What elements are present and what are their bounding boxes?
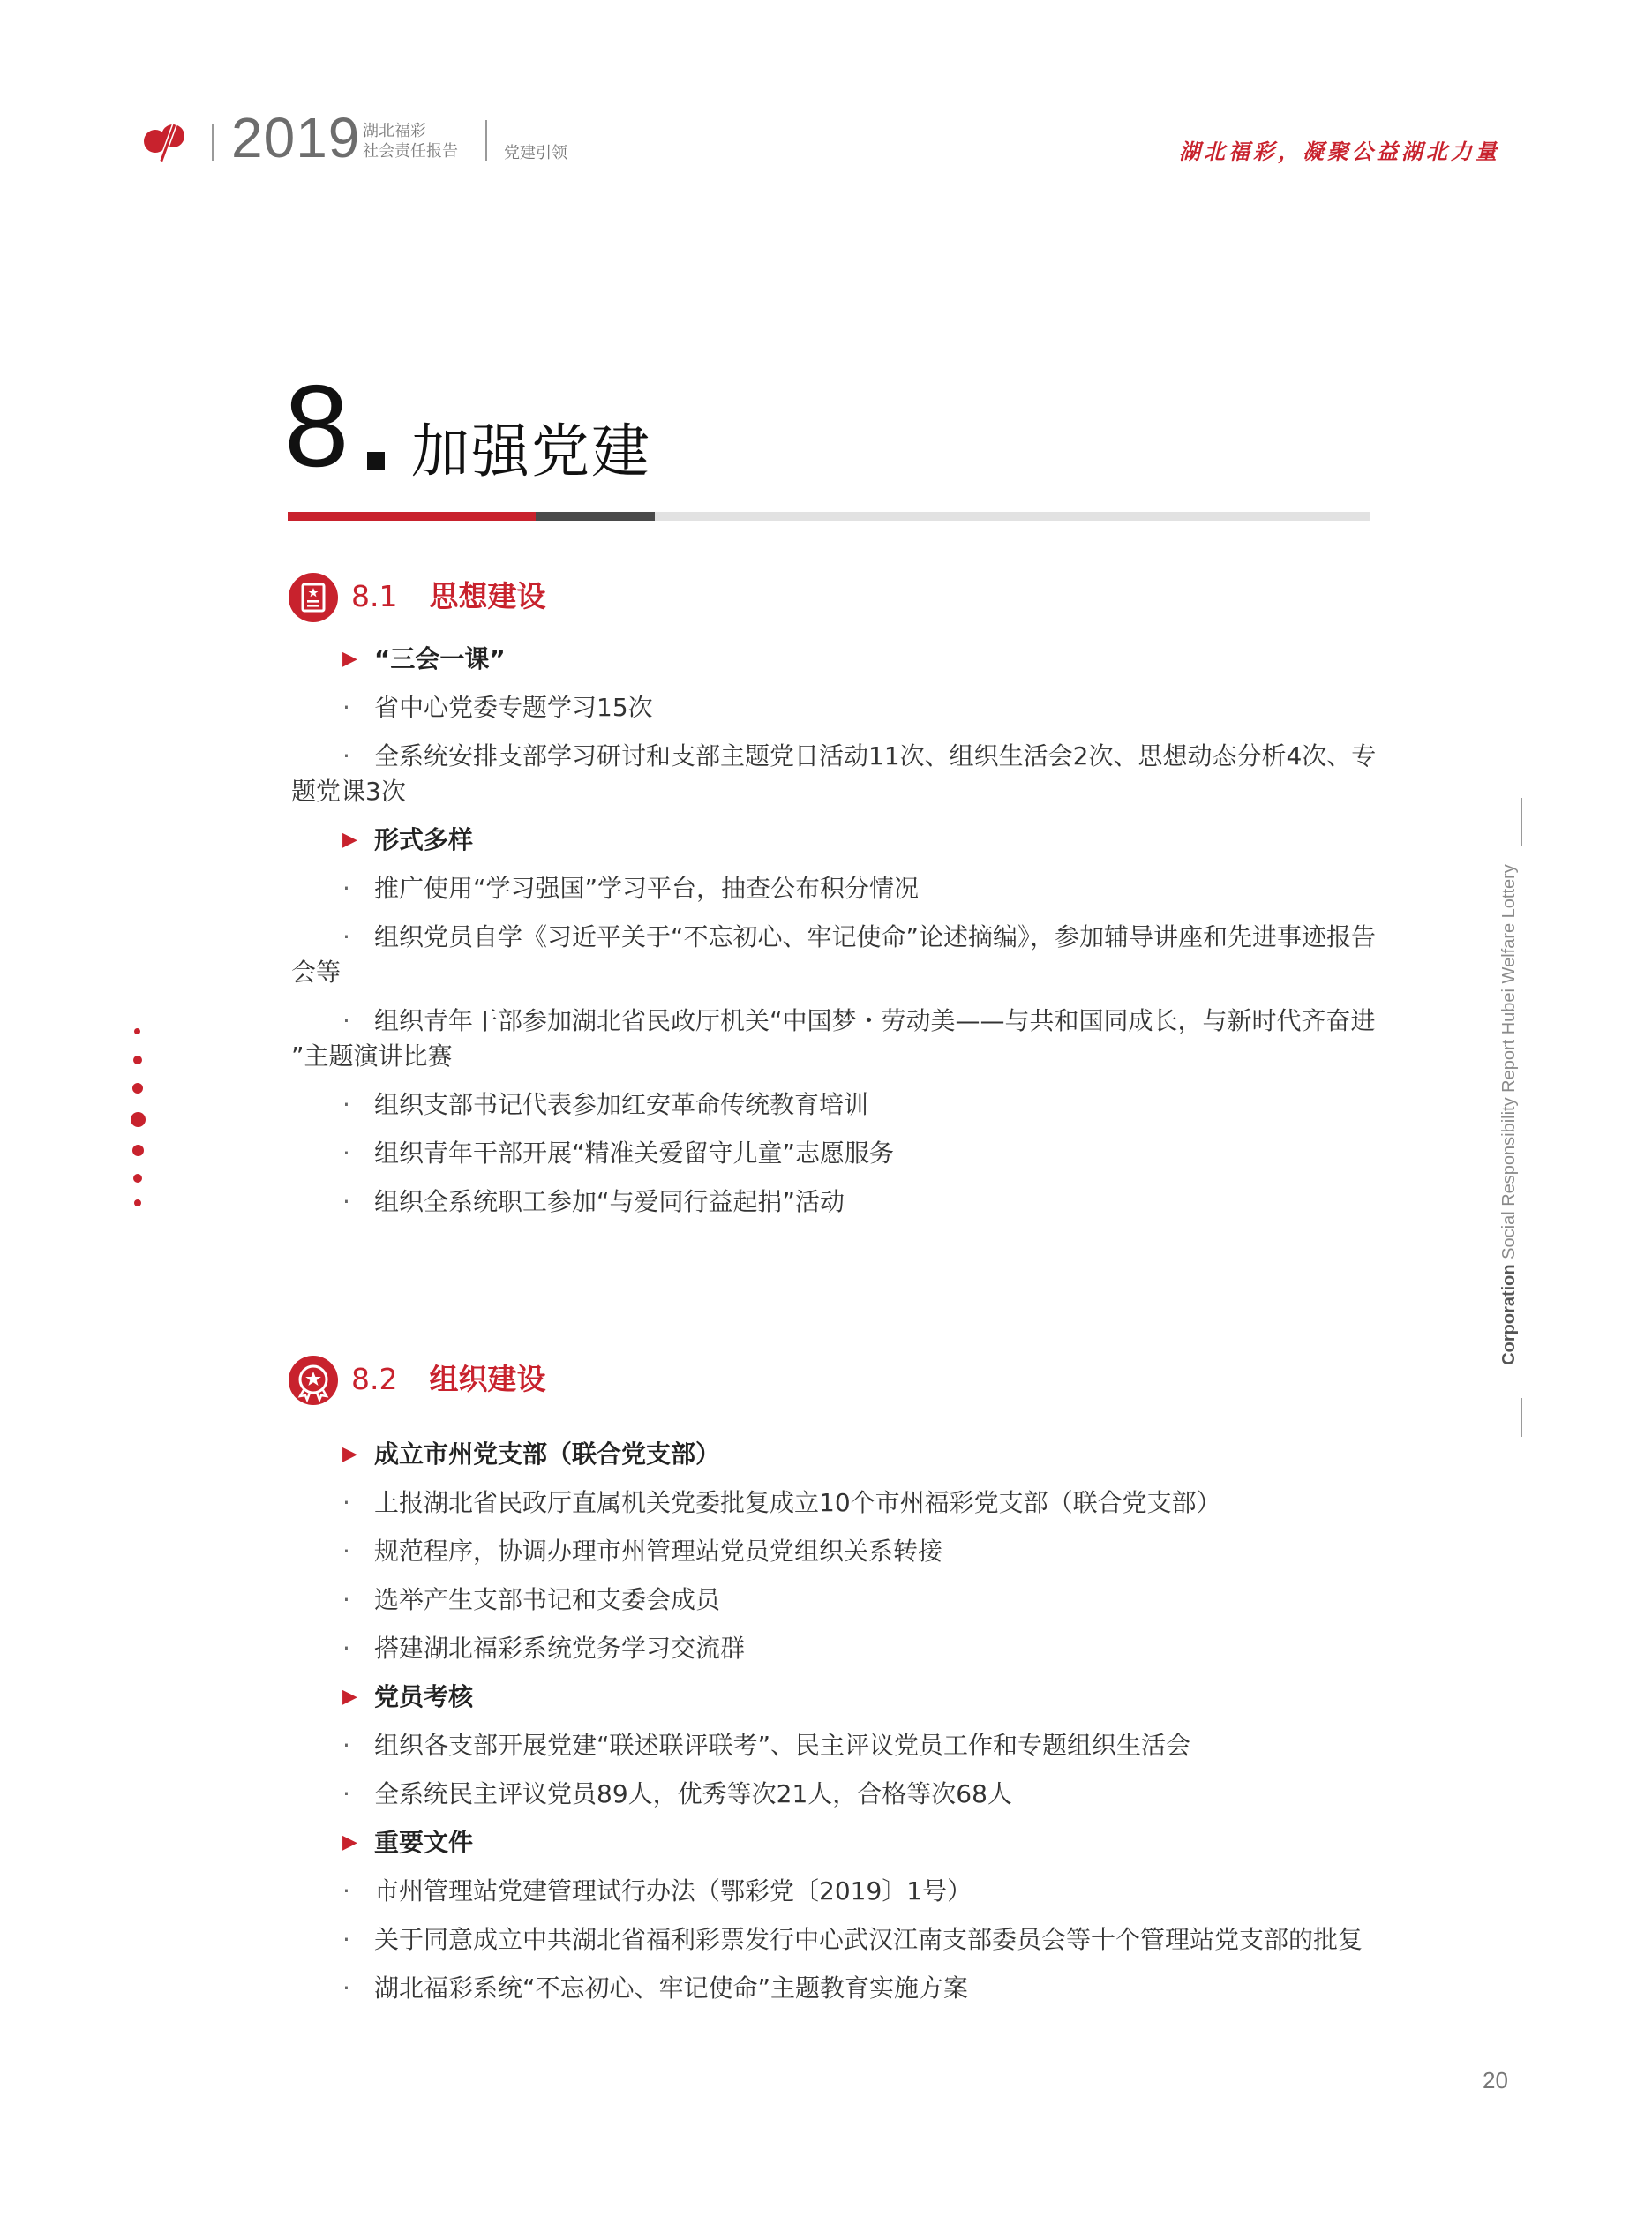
section-heading-8-2 <box>351 1360 545 1399</box>
list-item-text: 选举产生支部书记和支委会成员 <box>374 1585 721 1614</box>
list-item <box>291 1777 1394 1812</box>
certificate-icon <box>288 572 339 623</box>
list-item-text: 组织青年干部参加湖北省民政厅机关“中国梦・劳动美——与共和国同成长，与新时代齐奋进 ”主题演讲比赛 <box>291 1006 1376 1071</box>
side-label-rest: Social Responsibility Report Hubei Welfare Lottery <box>1499 864 1519 1265</box>
list-item <box>291 1485 1394 1521</box>
page-number: 20 <box>1483 2067 1508 2093</box>
page-header <box>0 0 1652 177</box>
header-divider <box>485 120 487 161</box>
org-name: 湖北福彩 <box>363 122 426 140</box>
title-underline-gray <box>655 512 1370 521</box>
list-item <box>291 690 1394 725</box>
china-welfare-lottery-logo <box>139 118 191 162</box>
decorative-dot <box>132 1083 143 1094</box>
decorative-dot <box>134 1028 140 1034</box>
list-item-text: 组织青年干部开展“精准关爱留守儿童”志愿服务 <box>374 1139 895 1168</box>
section-number: 8.1 <box>351 579 398 613</box>
subheading <box>291 1437 1394 1472</box>
list-item-text: 推广使用“学习强国”学习平台，抽查公布积分情况 <box>374 874 920 903</box>
list-item <box>291 1971 1394 2006</box>
decorative-dot <box>134 1199 141 1206</box>
list-item <box>291 1087 1394 1123</box>
section-8-2-list <box>291 1437 1394 2019</box>
section-title: 思想建设 <box>429 579 546 613</box>
list-item <box>291 1922 1394 1958</box>
list-item-text: 组织党员自学《习近平关于“不忘初心、牢记使命”论述摘编》，参加辅导讲座和先进事迹报告会等 <box>291 922 1377 987</box>
list-item <box>291 1136 1394 1171</box>
chapter-title: 加强党建 <box>411 417 651 485</box>
triangle-bullet-icon: ▶ <box>342 648 357 670</box>
list-item-text: 组织全系统职工参加“与爱同行益起捐”活动 <box>374 1187 845 1216</box>
dot-bullet-icon: · <box>342 693 350 722</box>
list-item <box>291 1631 1394 1666</box>
star-badge-icon <box>288 1355 339 1406</box>
section-title: 组织建设 <box>429 1362 546 1396</box>
subheading <box>291 1825 1394 1860</box>
list-item-text: 湖北福彩系统“不忘初心、牢记使命”主题教育实施方案 <box>374 1973 969 2003</box>
dot-bullet-icon: · <box>342 922 350 951</box>
list-item <box>291 739 1394 809</box>
dot-bullet-icon: · <box>342 1925 350 1954</box>
list-item <box>291 1582 1394 1618</box>
dot-bullet-icon: · <box>342 1973 350 2003</box>
subheading-text: 党员考核 <box>374 1682 474 1711</box>
subheading-text: “三会一课” <box>374 644 506 673</box>
decorative-dot <box>133 1056 142 1064</box>
dot-bullet-icon: · <box>342 1187 350 1216</box>
subheading-text: 成立市州党支部（联合党支部） <box>374 1439 721 1469</box>
subheading <box>291 1680 1394 1715</box>
list-item-text: 关于同意成立中共湖北省福利彩票发行中心武汉江南支部委员会等十个管理站党支部的批复 <box>374 1925 1363 1954</box>
subheading <box>291 823 1394 858</box>
list-item <box>291 1004 1394 1074</box>
list-item-text: 省中心党委专题学习15次 <box>374 693 653 722</box>
subheading-text: 重要文件 <box>374 1828 474 1857</box>
triangle-bullet-icon: ▶ <box>342 829 357 851</box>
dot-bullet-icon: · <box>342 1876 350 1906</box>
section-8-1-list <box>291 642 1394 1233</box>
chapter-number: 8 <box>284 361 349 491</box>
dot-bullet-icon: · <box>342 1537 350 1566</box>
header-divider <box>212 124 214 161</box>
list-item <box>291 1534 1394 1569</box>
side-label-line <box>1521 1398 1522 1437</box>
decorative-dot <box>132 1145 144 1156</box>
dot-bullet-icon: · <box>342 1090 350 1119</box>
dot-bullet-icon: · <box>342 1779 350 1808</box>
dot-bullet-icon: · <box>342 1634 350 1663</box>
dot-bullet-icon: · <box>342 1731 350 1760</box>
list-item <box>291 1184 1394 1220</box>
report-year: 2019 <box>231 106 361 169</box>
dot-bullet-icon: · <box>342 1139 350 1168</box>
triangle-bullet-icon: ▶ <box>342 1686 357 1708</box>
decorative-dot <box>131 1112 146 1127</box>
section-number: 8.2 <box>351 1362 398 1396</box>
dot-bullet-icon: · <box>342 1585 350 1614</box>
list-item-text: 全系统安排支部学习研讨和支部主题党日活动11次、组织生活会2次、思想动态分析4次、专题党课3次 <box>291 741 1377 806</box>
triangle-bullet-icon: ▶ <box>342 1831 357 1853</box>
title-underline-red <box>288 512 536 521</box>
list-item-text: 全系统民主评议党员89人，优秀等次21人，合格等次68人 <box>374 1779 1012 1808</box>
list-item <box>291 1728 1394 1763</box>
list-item-text: 搭建湖北福彩系统党务学习交流群 <box>374 1634 746 1663</box>
subheading <box>291 642 1394 677</box>
list-item-text: 上报湖北省民政厅直属机关党委批复成立10个市州福彩党支部（联合党支部） <box>374 1488 1221 1517</box>
header-slogan: 湖北福彩，凝聚公益湖北力量 <box>1179 139 1500 164</box>
dot-bullet-icon: · <box>342 1006 350 1035</box>
side-label-bold: Corporation <box>1499 1264 1519 1365</box>
dot-bullet-icon: · <box>342 874 350 903</box>
section-heading-8-1 <box>351 577 545 616</box>
dot-bullet-icon: · <box>342 1488 350 1517</box>
subheading-text: 形式多样 <box>374 825 474 854</box>
list-item-text: 组织支部书记代表参加红安革命传统教育培训 <box>374 1090 869 1119</box>
title-underline-dark <box>536 512 655 521</box>
section-tag: 党建引领 <box>504 144 567 162</box>
list-item-text: 组织各支部开展党建“联述联评联考”、民主评议党员工作和专题组织生活会 <box>374 1731 1191 1760</box>
chapter-number-dot <box>367 452 385 470</box>
decorative-dot <box>133 1174 142 1183</box>
report-name: 社会责任报告 <box>363 142 458 161</box>
list-item <box>291 920 1394 990</box>
list-item <box>291 1874 1394 1909</box>
list-item-text: 市州管理站党建管理试行办法（鄂彩党〔2019〕1号） <box>374 1876 972 1906</box>
list-item-text: 规范程序，协调办理市州管理站党员党组织关系转接 <box>374 1537 943 1566</box>
list-item <box>291 871 1394 906</box>
side-label-line <box>1521 798 1522 846</box>
triangle-bullet-icon: ▶ <box>342 1443 357 1465</box>
dot-bullet-icon: · <box>342 741 350 770</box>
